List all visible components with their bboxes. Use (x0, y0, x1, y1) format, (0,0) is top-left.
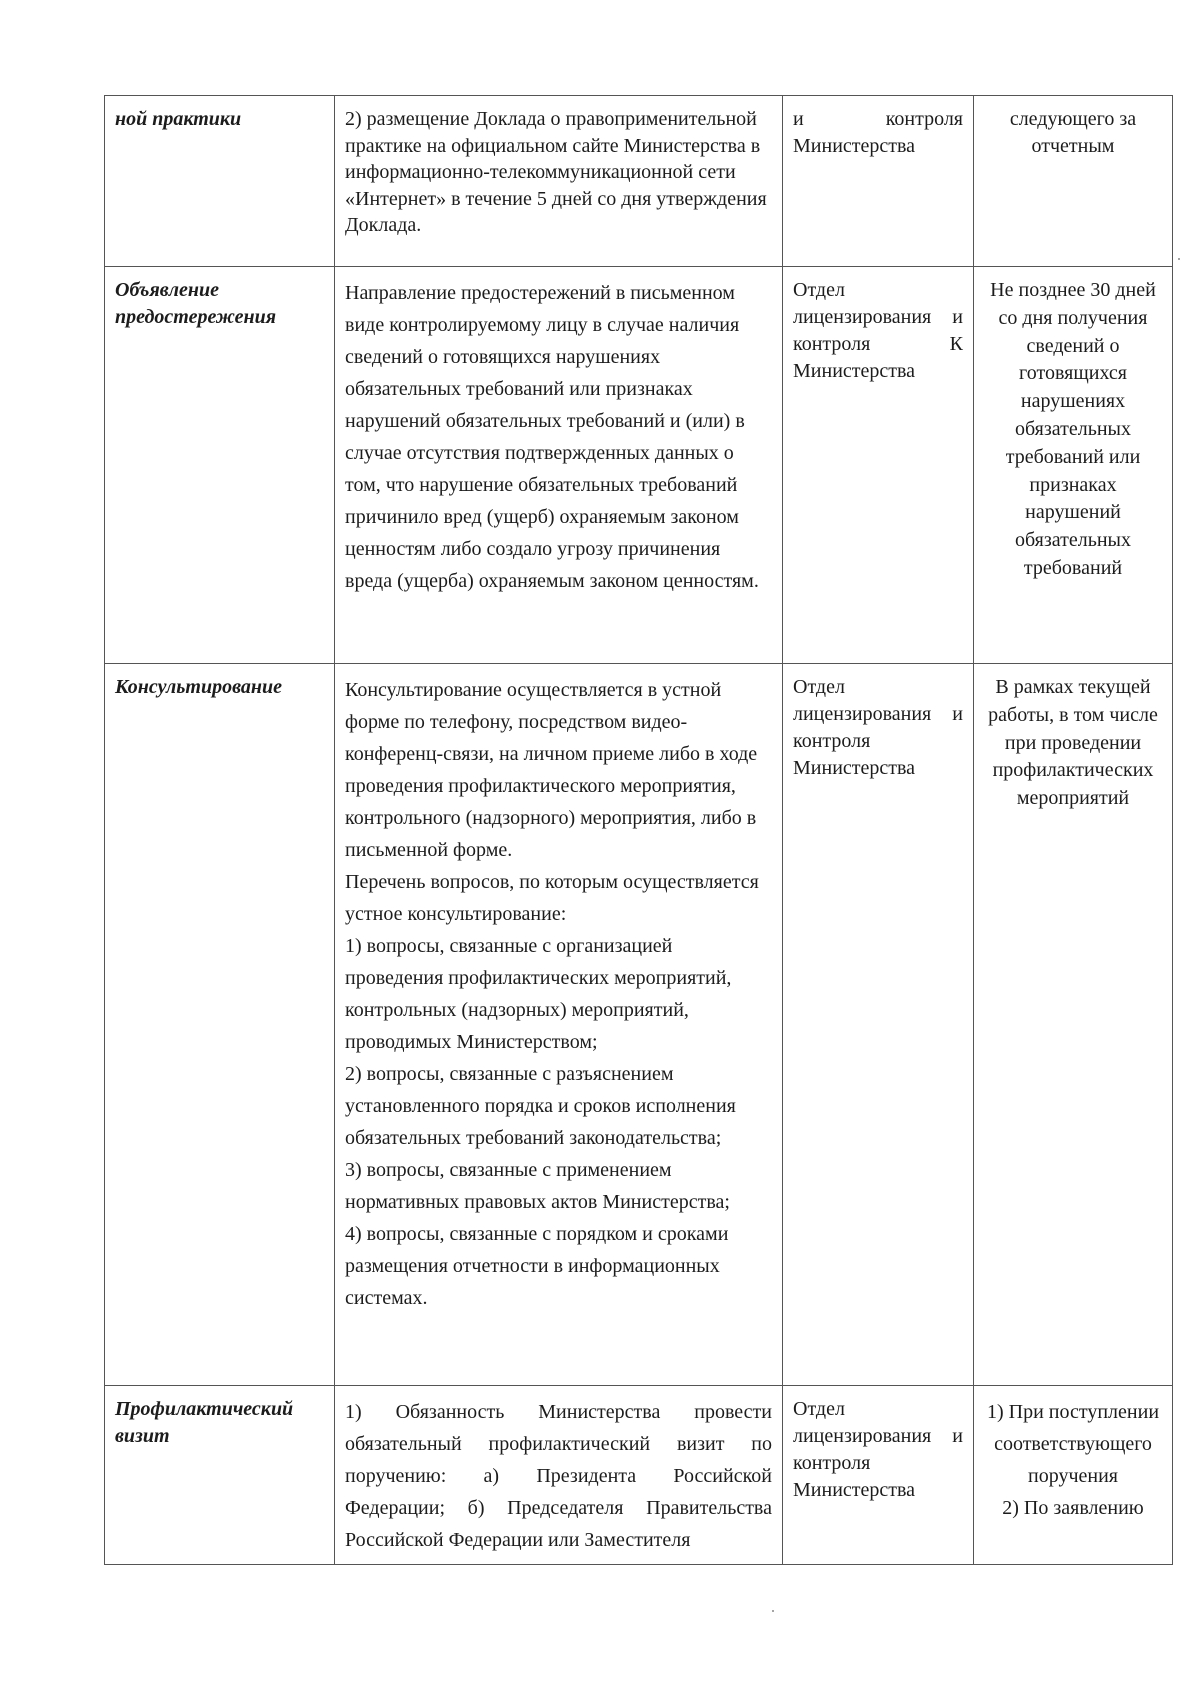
responsible-unit: Отдел лицензирования и контроля Министерства (793, 676, 963, 779)
measure-name-cell (105, 267, 335, 664)
measure-name-cell (105, 96, 335, 267)
deadline-cell (974, 664, 1173, 1386)
responsible-cell (783, 1386, 974, 1565)
measure-name: Профилактический визит (115, 1398, 294, 1447)
deadline-cell (974, 267, 1173, 664)
scan-speck (1178, 258, 1180, 260)
table-row (105, 1386, 1173, 1565)
deadline: В рамках текущей работы, в том числе при проведении профилактических мероприятий (988, 676, 1158, 810)
prevention-measures-table (104, 95, 1173, 1565)
measure-name: ной практики (115, 108, 242, 130)
responsible-cell (783, 96, 974, 267)
measure-name: Консультирование (115, 676, 282, 698)
deadline: 1) При поступлении соответствующего поручения 2) По заявлению (986, 1401, 1160, 1519)
measure-name-cell (105, 1386, 335, 1565)
table-row (105, 96, 1173, 267)
table-row (105, 267, 1173, 664)
measure-action: Консультирование осуществляется в устной форме по телефону, посредством видео-конференц-связи, на личном приеме либо в ходе проведения профилактического мероприятия, контрольного (надзорного) мероприятия, либо в письменной форме. Перечень вопросов, по которым осуществляется устное консультирование: 1) вопросы, связанные с организацией проведения профилактических мероприятий, контрольных (надзорных) мероприятий, проводимых Министерством; 2) вопросы, связанные с разъяснением установленного порядка и сроков исполнения обязательных требований законодательства; 3) вопросы, связанные с применением нормативных правовых актов Министерства; 4) вопросы, связанные с порядком и сроками размещения отчетности в информационных системах. (345, 679, 759, 1309)
responsible-unit: Отдел лицензирования и контроля Министерства (793, 1398, 963, 1501)
measure-name-cell (105, 664, 335, 1386)
deadline-cell (974, 96, 1173, 267)
deadline: следующего за отчетным (1009, 108, 1137, 157)
responsible-cell (783, 267, 974, 664)
measure-action-cell (335, 1386, 783, 1565)
measure-action-cell (335, 96, 783, 267)
deadline-cell (974, 1386, 1173, 1565)
measure-action-cell (335, 664, 783, 1386)
responsible-unit: Отдел лицензирования и контроля К Министерства (793, 279, 963, 382)
scan-speck (772, 1610, 774, 1612)
responsible-unit: и контроля Министерства (793, 108, 963, 157)
measure-name: Объявление предостережения (115, 279, 277, 328)
measure-action: Направление предостережений в письменном виде контролируемому лицу в случае наличия сведений о готовящихся нарушениях обязательных требований или признаках нарушений обязательных требований и (или) в случае отсутствия подтвержденных данных о том, что нарушение обязательных требований причинило вред (ущерб) охраняемым законом ценностям либо создало угрозу причинения вреда (ущерба) охраняемым законом ценностям. (345, 282, 759, 592)
measure-action-cell (335, 267, 783, 664)
responsible-cell (783, 664, 974, 1386)
deadline: Не позднее 30 дней со дня получения сведений о готовящихся нарушениях обязательных требований или признаках нарушений обязательных требований (990, 279, 1156, 579)
measure-action: 2) размещение Доклада о правоприменительной практике на официальном сайте Министерства в информационно-телекоммуникационной сети «Интернет» в течение 5 дней со дня утверждения Доклада. (345, 108, 767, 236)
measure-action: 1) Обязанность Министерства провести обязательный профилактический визит по поручению: а) Президента Российской Федерации; б) Председателя Правительства Российской Федерации или Заместителя (345, 1401, 772, 1551)
table-row (105, 664, 1173, 1386)
